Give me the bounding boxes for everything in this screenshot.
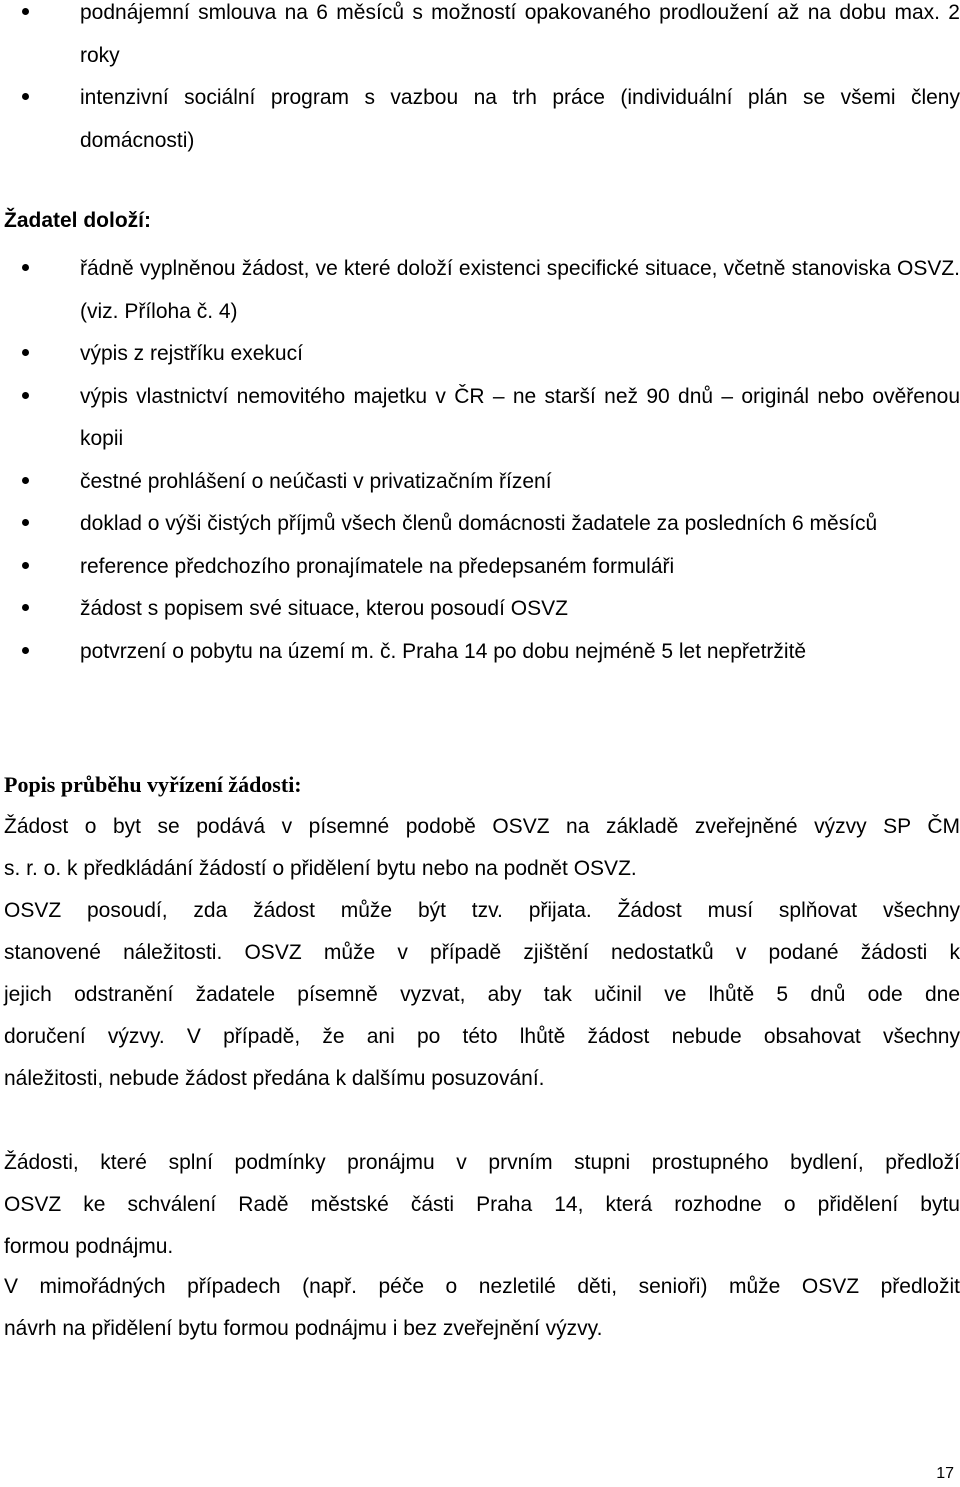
list-item-text: potvrzení o pobytu na území m. č. Praha 14 po dobu nejméně 5 let nepřetržitě	[80, 639, 807, 663]
applicant-requirements-list	[0, 248, 960, 673]
paragraph-approval	[4, 1142, 960, 1268]
bullet-icon	[22, 93, 29, 100]
page-number: 17	[936, 1465, 954, 1482]
process-heading: Popis průběhu vyřízení žádosti:	[4, 772, 302, 797]
paragraph-line: návrh na přidělení bytu formou podnájmu i bez zveřejnění výzvy.	[4, 1317, 603, 1340]
list-item-text: reference předchozího pronajímatele na předepsaném formuláři	[80, 554, 675, 578]
list-item	[0, 333, 960, 376]
paragraph-line: formou podnájmu.	[4, 1235, 174, 1258]
list-item-text: výpis vlastnictví nemovitého majetku v ČR – ne starší než 90 dnů – originál nebo ověřenou kopii	[80, 384, 960, 450]
bullet-icon	[22, 392, 29, 399]
list-item	[0, 0, 960, 77]
list-item-text: žádost s popisem své situace, kterou posoudí OSVZ	[80, 597, 568, 620]
paragraph-line: doručení výzvy. V případě, že ani po této lhůtě žádost nebude obsahovat všechny	[4, 1025, 960, 1048]
bullet-icon	[22, 8, 29, 15]
bullet-icon	[22, 562, 29, 569]
paragraph-line: OSVZ ke schválení Radě městské části Praha 14, která rozhodne o přidělení bytu	[4, 1193, 960, 1216]
paragraph-submission	[4, 806, 960, 890]
bullet-icon	[22, 519, 29, 526]
list-item	[0, 588, 960, 631]
paragraph-line: s. r. o. k předkládání žádostí o přidělení bytu nebo na podnět OSVZ.	[4, 857, 637, 880]
paragraph-exceptional-cases	[4, 1266, 960, 1350]
bullet-icon	[22, 604, 29, 611]
list-item	[0, 546, 960, 589]
list-item-text: čestné prohlášení o neúčasti v privatizačním řízení	[80, 469, 552, 493]
bullet-icon	[22, 647, 29, 654]
list-item	[0, 77, 960, 162]
list-item	[0, 631, 960, 674]
paragraph-line: V mimořádných případech (např. péče o nezletilé děti, senioři) může OSVZ předložit	[4, 1275, 960, 1298]
paragraph-line: Žádosti, které splní podmínky pronájmu v prvním stupni prostupného bydlení, předloží	[4, 1151, 960, 1174]
list-item	[0, 376, 960, 461]
list-item	[0, 248, 960, 333]
bullet-icon	[22, 349, 29, 356]
applicant-heading: Žadatel doloží:	[4, 209, 151, 232]
bullet-icon	[22, 477, 29, 484]
paragraph-line: stanovené náležitosti. OSVZ může v případě zjištění nedostatků v podané žádosti k	[4, 941, 960, 964]
list-item-text: řádně vyplněnou žádost, ve které doloží existenci specifické situace, včetně stanoviska OSVZ. (viz. Příloha č. 4)	[80, 257, 960, 323]
list-item	[0, 503, 960, 546]
list-item-text: intenzivní sociální program s vazbou na trh práce (individuální plán se všemi členy domácnosti)	[80, 86, 960, 152]
paragraph-line: jejich odstranění žadatele písemně vyzvat, aby tak učinil ve lhůtě 5 dnů ode dne	[4, 983, 960, 1006]
paragraph-line: náležitosti, nebude žádost předána k dalšímu posuzování.	[4, 1067, 545, 1090]
paragraph-assessment	[4, 890, 960, 1100]
paragraph-line: Žádost o byt se podává v písemné podobě OSVZ na základě zveřejněné výzvy SP ČM	[4, 815, 960, 838]
paragraph-line: OSVZ posoudí, zda žádost může být tzv. přijata. Žádost musí splňovat všechny	[4, 899, 960, 922]
list-item-text: výpis z rejstříku exekucí	[80, 342, 303, 365]
bullet-icon	[22, 264, 29, 271]
list-item	[0, 461, 960, 504]
list-item-text: podnájemní smlouva na 6 měsíců s možností opakovaného prodloužení až na dobu max. 2 roky	[80, 1, 960, 67]
top-bullet-list	[0, 0, 960, 162]
list-item-text: doklad o výši čistých příjmů všech členů domácnosti žadatele za posledních 6 měsíců	[80, 512, 878, 535]
